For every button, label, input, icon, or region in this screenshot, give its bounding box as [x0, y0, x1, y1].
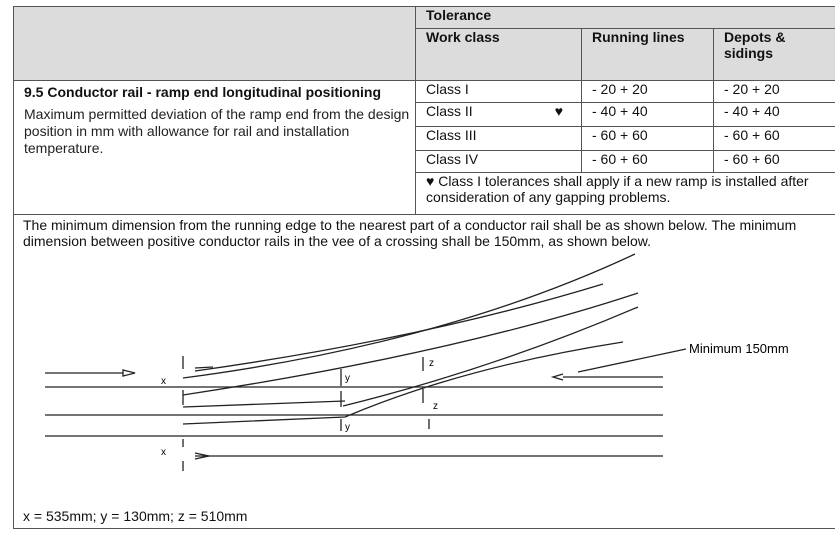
row-class-2 [416, 103, 582, 127]
section-title: 9.5 Conductor rail - ramp end longitudinal positioning [24, 84, 381, 100]
row-running-3: - 60 + 60 [582, 127, 714, 151]
conductor-rail-diagram [23, 249, 833, 489]
diagram-cell [14, 215, 835, 529]
minimum-label: Minimum 150mm [689, 341, 789, 356]
section-cell [14, 81, 416, 215]
section-description: Maximum permitted deviation of the ramp end from the design position in mm with allowance for rail and installation temperature. [24, 106, 410, 156]
header-work-class: Work class [416, 29, 582, 81]
row-depots-1: - 20 + 20 [714, 81, 835, 103]
row-depots-3: - 60 + 60 [714, 127, 835, 151]
row-depots-2: - 40 + 40 [714, 103, 835, 127]
label-leader [578, 349, 686, 372]
row-running-4: - 60 + 60 [582, 151, 714, 173]
label-x: x [161, 447, 166, 458]
row-class-1: Class I [416, 81, 582, 103]
ramp-end [123, 370, 135, 376]
header-tolerance: Tolerance [416, 7, 835, 29]
row-depots-4: - 60 + 60 [714, 151, 835, 173]
label-y: y [345, 373, 350, 384]
header-depots-sidings: Depots & sidings [714, 29, 835, 81]
spec-table [13, 6, 835, 529]
conductor-rail [183, 401, 345, 407]
conductor-rail [195, 284, 603, 371]
ramp-end [195, 367, 213, 368]
tolerance-note: ♥ Class I tolerances shall apply if a new ramp is installed after consideration of any gapping problems. [416, 173, 835, 215]
heart-icon: ♥ [554, 103, 563, 119]
row-running-1: - 20 + 20 [582, 81, 714, 103]
ramp-end [553, 374, 563, 380]
header-blank [14, 7, 416, 81]
row-running-2: - 40 + 40 [582, 103, 714, 127]
min-dimension-paragraph: The minimum dimension from the running edge to the nearest part of a conductor rail shall be as shown below. The minimum dimension between positive conductor rails in the vee of a crossing shall be 150mm, as shown below. [23, 217, 797, 249]
header-running-lines: Running lines [582, 29, 714, 81]
label-z: z [429, 358, 434, 369]
row-class-4: Class IV [416, 151, 582, 173]
row-class-2-label: Class II [426, 103, 473, 119]
conductor-rail [183, 342, 623, 424]
label-x: x [161, 376, 166, 387]
diverging-rail [183, 293, 638, 395]
dimension-values: x = 535mm; y = 130mm; z = 510mm [23, 508, 248, 524]
label-z: z [433, 401, 438, 412]
row-class-3: Class III [416, 127, 582, 151]
label-y: y [345, 422, 350, 433]
diverging-rail [343, 307, 638, 406]
diverging-rail [183, 254, 635, 378]
